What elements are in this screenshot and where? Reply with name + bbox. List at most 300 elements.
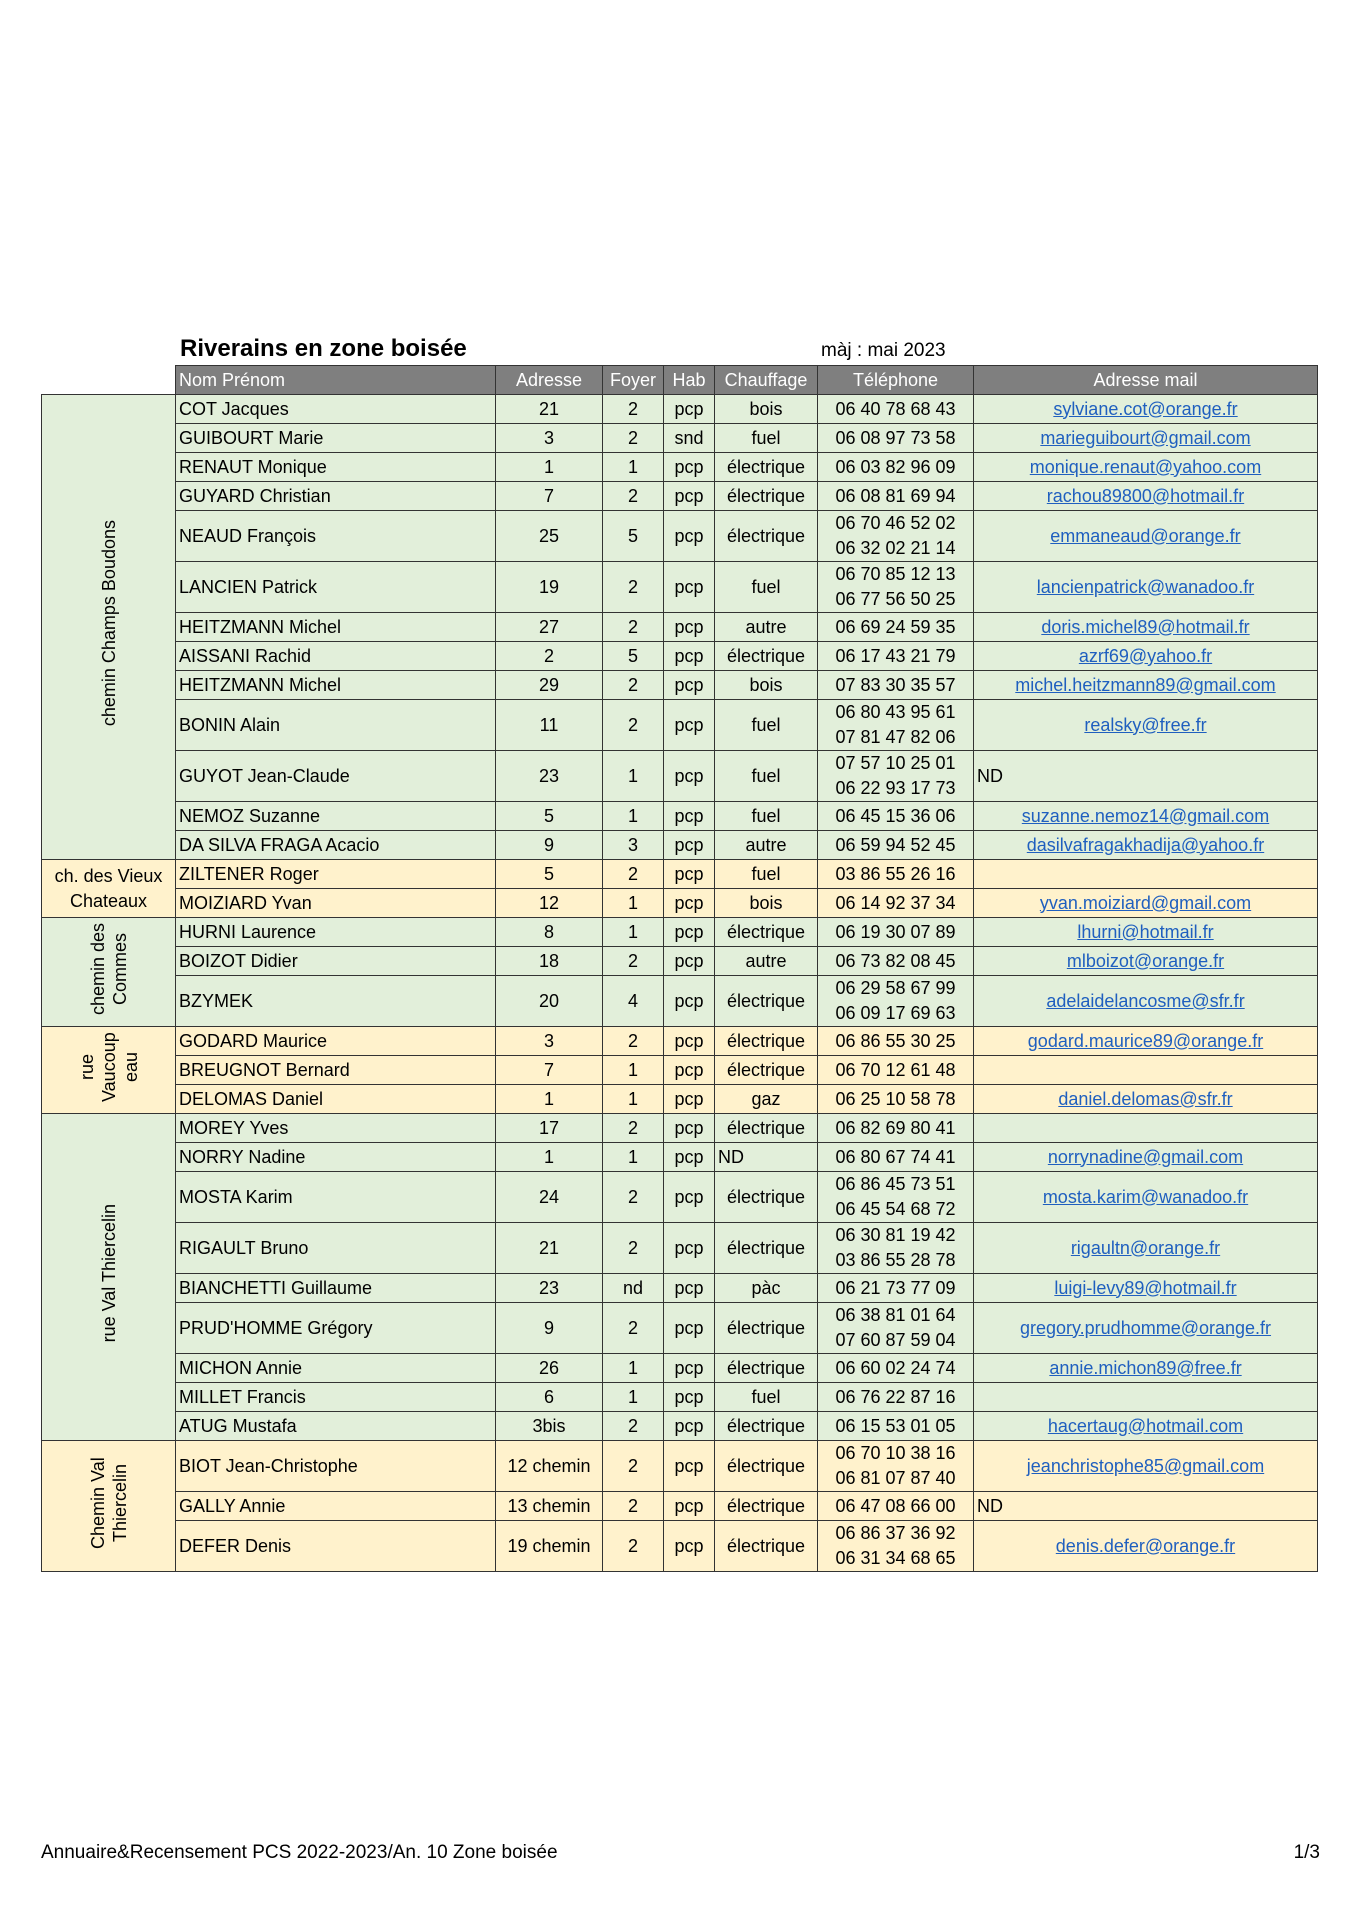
resident-address: 26 xyxy=(496,1354,603,1383)
resident-name: AISSANI Rachid xyxy=(176,642,496,671)
phone-number: 06 03 82 96 09 xyxy=(835,456,956,477)
resident-hab: pcp xyxy=(664,453,715,482)
email-link[interactable]: norrynadine@gmail.com xyxy=(1047,1146,1244,1167)
resident-name: BZYMEK xyxy=(176,976,496,1027)
resident-foyer: 1 xyxy=(603,918,664,947)
resident-address: 7 xyxy=(496,1056,603,1085)
header-name: Nom Prénom xyxy=(176,366,496,395)
resident-address: 5 xyxy=(496,802,603,831)
table-row xyxy=(42,976,1318,1027)
resident-email xyxy=(974,889,1318,918)
resident-phone xyxy=(818,1492,974,1521)
resident-foyer: 2 xyxy=(603,562,664,613)
resident-phone xyxy=(818,1274,974,1303)
resident-heating: électrique xyxy=(715,1172,818,1223)
resident-phone xyxy=(818,918,974,947)
resident-hab: pcp xyxy=(664,1172,715,1223)
resident-address: 8 xyxy=(496,918,603,947)
resident-hab: pcp xyxy=(664,1383,715,1412)
resident-hab: pcp xyxy=(664,482,715,511)
email-link[interactable]: marieguibourt@gmail.com xyxy=(1040,427,1251,448)
resident-heating: bois xyxy=(715,671,818,700)
resident-name: COT Jacques xyxy=(176,395,496,424)
resident-name: DELOMAS Daniel xyxy=(176,1085,496,1114)
table-row xyxy=(42,1172,1318,1223)
phone-number: 06 59 94 52 45 xyxy=(835,834,956,855)
resident-email xyxy=(974,1027,1318,1056)
resident-foyer: 1 xyxy=(603,1383,664,1412)
resident-hab: pcp xyxy=(664,947,715,976)
table-row xyxy=(42,453,1318,482)
email-link[interactable]: sylviane.cot@orange.fr xyxy=(1053,398,1238,419)
table-row xyxy=(42,562,1318,613)
street-label: rue Vaucoup eau xyxy=(76,1031,141,1102)
resident-phone xyxy=(818,671,974,700)
email-link[interactable]: emmaneaud@orange.fr xyxy=(1050,525,1241,546)
resident-hab: pcp xyxy=(664,860,715,889)
table-row xyxy=(42,918,1318,947)
resident-email xyxy=(974,918,1318,947)
resident-name: MICHON Annie xyxy=(176,1354,496,1383)
phone-number: 06 76 22 87 16 xyxy=(835,1386,956,1407)
resident-address: 21 xyxy=(496,395,603,424)
resident-foyer: 2 xyxy=(603,1027,664,1056)
footer-document-ref: Annuaire&Recensement PCS 2022-2023/An. 10 Zone boisée xyxy=(41,1842,558,1863)
street-name xyxy=(42,918,176,1027)
resident-heating: électrique xyxy=(715,511,818,562)
resident-foyer: 2 xyxy=(603,947,664,976)
phone-number: 07 60 87 59 04 xyxy=(835,1330,956,1350)
resident-foyer: nd xyxy=(603,1274,664,1303)
street-label: rue Val Thiercelin xyxy=(98,1204,119,1343)
resident-email xyxy=(974,1056,1318,1085)
resident-phone xyxy=(818,1303,974,1354)
header-heating: Chauffage xyxy=(715,366,818,395)
email-link[interactable]: jeanchristophe85@gmail.com xyxy=(1026,1455,1265,1476)
phone-number: 06 69 24 59 35 xyxy=(835,616,956,637)
resident-hab: pcp xyxy=(664,1441,715,1492)
resident-phone xyxy=(818,889,974,918)
street-name xyxy=(42,1027,176,1114)
phone-number: 07 81 47 82 06 xyxy=(835,727,956,747)
resident-address: 25 xyxy=(496,511,603,562)
resident-address: 17 xyxy=(496,1114,603,1143)
resident-name: DA SILVA FRAGA Acacio xyxy=(176,831,496,860)
email-link[interactable]: mlboizot@orange.fr xyxy=(1066,950,1225,971)
resident-heating: ND xyxy=(715,1143,818,1172)
phone-number: 06 15 53 01 05 xyxy=(835,1415,956,1436)
table-row xyxy=(42,1492,1318,1521)
resident-foyer: 2 xyxy=(603,424,664,453)
table-row xyxy=(42,642,1318,671)
resident-name: ATUG Mustafa xyxy=(176,1412,496,1441)
email-link[interactable]: luigi-levy89@hotmail.fr xyxy=(1054,1277,1237,1298)
phone-number: 07 57 10 25 01 xyxy=(835,753,956,773)
resident-name: GUYARD Christian xyxy=(176,482,496,511)
resident-heating: bois xyxy=(715,889,818,918)
resident-email: ND xyxy=(974,751,1318,802)
resident-email xyxy=(974,802,1318,831)
phone-number: 06 08 97 73 58 xyxy=(835,427,956,448)
resident-address: 20 xyxy=(496,976,603,1027)
resident-foyer: 2 xyxy=(603,1521,664,1572)
table-row xyxy=(42,1027,1318,1056)
resident-email: ND xyxy=(974,1492,1318,1521)
table-row xyxy=(42,671,1318,700)
resident-heating: autre xyxy=(715,831,818,860)
resident-phone xyxy=(818,1441,974,1492)
phone-number: 06 40 78 68 43 xyxy=(835,398,956,419)
resident-foyer: 1 xyxy=(603,1354,664,1383)
resident-address: 1 xyxy=(496,1143,603,1172)
resident-email xyxy=(974,1521,1318,1572)
resident-phone xyxy=(818,511,974,562)
resident-email xyxy=(974,642,1318,671)
email-link[interactable]: rigaultn@orange.fr xyxy=(1070,1237,1221,1258)
resident-email xyxy=(974,947,1318,976)
table-row xyxy=(42,860,1318,889)
resident-email xyxy=(974,562,1318,613)
phone-number: 06 80 43 95 61 xyxy=(835,702,956,722)
resident-name: MILLET Francis xyxy=(176,1383,496,1412)
resident-name: MOSTA Karim xyxy=(176,1172,496,1223)
table-row xyxy=(42,1223,1318,1274)
resident-heating: fuel xyxy=(715,751,818,802)
resident-heating: fuel xyxy=(715,860,818,889)
resident-phone xyxy=(818,700,974,751)
resident-phone xyxy=(818,424,974,453)
resident-address: 5 xyxy=(496,860,603,889)
header-foyer: Foyer xyxy=(603,366,664,395)
resident-phone xyxy=(818,1383,974,1412)
resident-email xyxy=(974,1172,1318,1223)
resident-hab: pcp xyxy=(664,1492,715,1521)
resident-address: 6 xyxy=(496,1383,603,1412)
resident-hab: pcp xyxy=(664,1303,715,1354)
resident-name: PRUD'HOMME Grégory xyxy=(176,1303,496,1354)
resident-heating: électrique xyxy=(715,1441,818,1492)
table-row xyxy=(42,802,1318,831)
phone-number: 06 82 69 80 41 xyxy=(835,1117,956,1138)
resident-hab: pcp xyxy=(664,1521,715,1572)
resident-hab: pcp xyxy=(664,613,715,642)
resident-foyer: 1 xyxy=(603,1056,664,1085)
resident-foyer: 1 xyxy=(603,1143,664,1172)
resident-heating: autre xyxy=(715,613,818,642)
email-link[interactable]: gregory.prudhomme@orange.fr xyxy=(1019,1317,1272,1338)
phone-number: 06 14 92 37 34 xyxy=(835,892,956,913)
resident-phone xyxy=(818,395,974,424)
resident-hab: pcp xyxy=(664,918,715,947)
resident-email xyxy=(974,1303,1318,1354)
resident-phone xyxy=(818,453,974,482)
resident-heating: électrique xyxy=(715,918,818,947)
resident-email xyxy=(974,453,1318,482)
resident-phone xyxy=(818,1412,974,1441)
resident-foyer: 2 xyxy=(603,1172,664,1223)
resident-foyer: 5 xyxy=(603,511,664,562)
table-row xyxy=(42,613,1318,642)
header-hab: Hab xyxy=(664,366,715,395)
resident-address: 3 xyxy=(496,1027,603,1056)
resident-email xyxy=(974,424,1318,453)
resident-hab: pcp xyxy=(664,1274,715,1303)
residents-table xyxy=(41,365,1318,1572)
resident-email xyxy=(974,1085,1318,1114)
resident-foyer: 2 xyxy=(603,1223,664,1274)
phone-number: 03 86 55 28 78 xyxy=(835,1250,956,1270)
resident-name: GALLY Annie xyxy=(176,1492,496,1521)
resident-email xyxy=(974,1223,1318,1274)
street-label: ch. des Vieux Chateaux xyxy=(54,865,163,911)
resident-email xyxy=(974,860,1318,889)
resident-hab: pcp xyxy=(664,1354,715,1383)
resident-heating: électrique xyxy=(715,1027,818,1056)
phone-number: 06 47 08 66 00 xyxy=(835,1495,956,1516)
resident-name: DEFER Denis xyxy=(176,1521,496,1572)
resident-heating: électrique xyxy=(715,1492,818,1521)
email-link[interactable]: yvan.moiziard@gmail.com xyxy=(1039,892,1252,913)
email-link[interactable]: godard.maurice89@orange.fr xyxy=(1027,1030,1264,1051)
resident-foyer: 2 xyxy=(603,1114,664,1143)
email-link[interactable]: dasilvafragakhadija@yahoo.fr xyxy=(1026,834,1265,855)
resident-foyer: 2 xyxy=(603,1303,664,1354)
table-header xyxy=(42,366,1318,395)
resident-foyer: 3 xyxy=(603,831,664,860)
resident-email xyxy=(974,511,1318,562)
phone-number: 06 45 54 68 72 xyxy=(835,1199,956,1219)
resident-hab: pcp xyxy=(664,671,715,700)
resident-hab: pcp xyxy=(664,1085,715,1114)
street-label: Chemin Val Thiercelin xyxy=(87,1456,130,1549)
email-link[interactable]: monique.renaut@yahoo.com xyxy=(1029,456,1262,477)
resident-phone xyxy=(818,831,974,860)
resident-email xyxy=(974,671,1318,700)
resident-hab: snd xyxy=(664,424,715,453)
resident-phone xyxy=(818,1172,974,1223)
email-link[interactable]: lhurni@hotmail.fr xyxy=(1077,921,1214,942)
resident-address: 21 xyxy=(496,1223,603,1274)
resident-hab: pcp xyxy=(664,1056,715,1085)
resident-name: BREUGNOT Bernard xyxy=(176,1056,496,1085)
phone-number: 06 09 17 69 63 xyxy=(835,1003,956,1023)
resident-email xyxy=(974,1441,1318,1492)
table-row xyxy=(42,751,1318,802)
resident-foyer: 1 xyxy=(603,453,664,482)
table-row xyxy=(42,1085,1318,1114)
resident-name: MOIZIARD Yvan xyxy=(176,889,496,918)
resident-foyer: 2 xyxy=(603,860,664,889)
resident-heating: fuel xyxy=(715,700,818,751)
resident-hab: pcp xyxy=(664,889,715,918)
resident-foyer: 2 xyxy=(603,1441,664,1492)
table-row xyxy=(42,1441,1318,1492)
resident-address: 7 xyxy=(496,482,603,511)
resident-phone xyxy=(818,976,974,1027)
resident-email xyxy=(974,831,1318,860)
phone-number: 06 81 07 87 40 xyxy=(835,1468,956,1488)
resident-foyer: 5 xyxy=(603,642,664,671)
email-link[interactable]: hacertaug@hotmail.com xyxy=(1047,1415,1244,1436)
street-name xyxy=(42,860,176,918)
resident-hab: pcp xyxy=(664,1114,715,1143)
table-row xyxy=(42,1383,1318,1412)
resident-email xyxy=(974,613,1318,642)
resident-phone xyxy=(818,860,974,889)
resident-heating: fuel xyxy=(715,562,818,613)
resident-foyer: 2 xyxy=(603,1492,664,1521)
resident-foyer: 1 xyxy=(603,751,664,802)
email-link[interactable]: suzanne.nemoz14@gmail.com xyxy=(1021,805,1270,826)
resident-phone xyxy=(818,1085,974,1114)
resident-address: 18 xyxy=(496,947,603,976)
resident-address: 2 xyxy=(496,642,603,671)
resident-email xyxy=(974,700,1318,751)
resident-name: ZILTENER Roger xyxy=(176,860,496,889)
header-street xyxy=(42,366,176,395)
resident-heating: électrique xyxy=(715,642,818,671)
table-row xyxy=(42,424,1318,453)
resident-foyer: 2 xyxy=(603,395,664,424)
table-row xyxy=(42,1114,1318,1143)
email-link[interactable]: mosta.karim@wanadoo.fr xyxy=(1042,1186,1249,1207)
resident-foyer: 2 xyxy=(603,482,664,511)
resident-heating: bois xyxy=(715,395,818,424)
email-link[interactable]: doris.michel89@hotmail.fr xyxy=(1041,616,1250,637)
street-label: chemin Champs Boudons xyxy=(98,520,119,727)
email-link[interactable]: michel.heitzmann89@gmail.com xyxy=(1015,674,1276,695)
phone-number: 06 30 81 19 42 xyxy=(835,1225,956,1245)
resident-address: 19 chemin xyxy=(496,1521,603,1572)
phone-number: 06 80 67 74 41 xyxy=(835,1146,956,1167)
resident-hab: pcp xyxy=(664,1223,715,1274)
resident-name: BOIZOT Didier xyxy=(176,947,496,976)
resident-heating: électrique xyxy=(715,1354,818,1383)
resident-hab: pcp xyxy=(664,802,715,831)
resident-name: MOREY Yves xyxy=(176,1114,496,1143)
email-link[interactable]: azrf69@yahoo.fr xyxy=(1078,645,1213,666)
resident-phone xyxy=(818,613,974,642)
resident-heating: électrique xyxy=(715,1521,818,1572)
resident-address: 3bis xyxy=(496,1412,603,1441)
phone-number: 06 17 43 21 79 xyxy=(835,645,956,666)
email-link[interactable]: annie.michon89@free.fr xyxy=(1049,1357,1242,1378)
street-name xyxy=(42,1441,176,1572)
resident-hab: pcp xyxy=(664,395,715,424)
email-link[interactable]: rachou89800@hotmail.fr xyxy=(1046,485,1245,506)
phone-number: 06 22 93 17 73 xyxy=(835,778,956,798)
resident-email xyxy=(974,1412,1318,1441)
footer-page-number: 1/3 xyxy=(1293,1842,1320,1863)
resident-hab: pcp xyxy=(664,1143,715,1172)
resident-name: GUYOT Jean-Claude xyxy=(176,751,496,802)
resident-phone xyxy=(818,1223,974,1274)
table-row xyxy=(42,1303,1318,1354)
table-row xyxy=(42,1274,1318,1303)
header-phone: Téléphone xyxy=(818,366,974,395)
resident-phone xyxy=(818,1114,974,1143)
resident-address: 23 xyxy=(496,1274,603,1303)
table-row xyxy=(42,947,1318,976)
phone-number: 06 45 15 36 06 xyxy=(835,805,956,826)
phone-number: 06 19 30 07 89 xyxy=(835,921,956,942)
resident-address: 27 xyxy=(496,613,603,642)
email-link[interactable]: daniel.delomas@sfr.fr xyxy=(1058,1088,1233,1109)
resident-address: 13 chemin xyxy=(496,1492,603,1521)
phone-number: 06 21 73 77 09 xyxy=(835,1277,956,1298)
table-row xyxy=(42,482,1318,511)
resident-name: GODARD Maurice xyxy=(176,1027,496,1056)
phone-number: 07 83 30 35 57 xyxy=(835,674,956,695)
resident-hab: pcp xyxy=(664,511,715,562)
resident-phone xyxy=(818,751,974,802)
resident-foyer: 1 xyxy=(603,802,664,831)
table-row xyxy=(42,1521,1318,1572)
street-name xyxy=(42,395,176,860)
resident-address: 3 xyxy=(496,424,603,453)
table-row xyxy=(42,1412,1318,1441)
resident-heating: électrique xyxy=(715,482,818,511)
email-link[interactable]: denis.defer@orange.fr xyxy=(1055,1535,1236,1556)
resident-name: GUIBOURT Marie xyxy=(176,424,496,453)
resident-email xyxy=(974,976,1318,1027)
table-row xyxy=(42,889,1318,918)
resident-phone xyxy=(818,802,974,831)
phone-number: 06 86 37 36 92 xyxy=(835,1523,956,1543)
resident-name: HURNI Laurence xyxy=(176,918,496,947)
resident-name: RIGAULT Bruno xyxy=(176,1223,496,1274)
resident-address: 1 xyxy=(496,1085,603,1114)
resident-foyer: 2 xyxy=(603,1412,664,1441)
resident-name: NORRY Nadine xyxy=(176,1143,496,1172)
email-link[interactable]: adelaidelancosme@sfr.fr xyxy=(1046,990,1245,1011)
resident-address: 12 xyxy=(496,889,603,918)
phone-number: 06 32 02 21 14 xyxy=(835,538,956,558)
resident-phone xyxy=(818,562,974,613)
header-email: Adresse mail xyxy=(974,366,1318,395)
resident-name: BIANCHETTI Guillaume xyxy=(176,1274,496,1303)
resident-phone xyxy=(818,947,974,976)
resident-address: 12 chemin xyxy=(496,1441,603,1492)
email-link[interactable]: lancienpatrick@wanadoo.fr xyxy=(1036,576,1255,597)
resident-name: NEAUD François xyxy=(176,511,496,562)
phone-number: 06 86 45 73 51 xyxy=(835,1174,956,1194)
table-row xyxy=(42,511,1318,562)
resident-name: HEITZMANN Michel xyxy=(176,613,496,642)
resident-email xyxy=(974,482,1318,511)
resident-foyer: 1 xyxy=(603,889,664,918)
resident-heating: pàc xyxy=(715,1274,818,1303)
table-row xyxy=(42,831,1318,860)
update-date: màj : mai 2023 xyxy=(821,340,946,361)
phone-number: 06 70 12 61 48 xyxy=(835,1059,956,1080)
phone-number: 06 73 82 08 45 xyxy=(835,950,956,971)
resident-heating: électrique xyxy=(715,1303,818,1354)
resident-phone xyxy=(818,1056,974,1085)
resident-name: BIOT Jean-Christophe xyxy=(176,1441,496,1492)
resident-hab: pcp xyxy=(664,700,715,751)
street-label: chemin des Commes xyxy=(87,922,130,1015)
resident-name: BONIN Alain xyxy=(176,700,496,751)
resident-address: 29 xyxy=(496,671,603,700)
resident-foyer: 2 xyxy=(603,700,664,751)
resident-name: HEITZMANN Michel xyxy=(176,671,496,700)
resident-heating: autre xyxy=(715,947,818,976)
email-link[interactable]: realsky@free.fr xyxy=(1084,714,1207,735)
resident-heating: électrique xyxy=(715,1114,818,1143)
resident-name: RENAUT Monique xyxy=(176,453,496,482)
table-row xyxy=(42,395,1318,424)
